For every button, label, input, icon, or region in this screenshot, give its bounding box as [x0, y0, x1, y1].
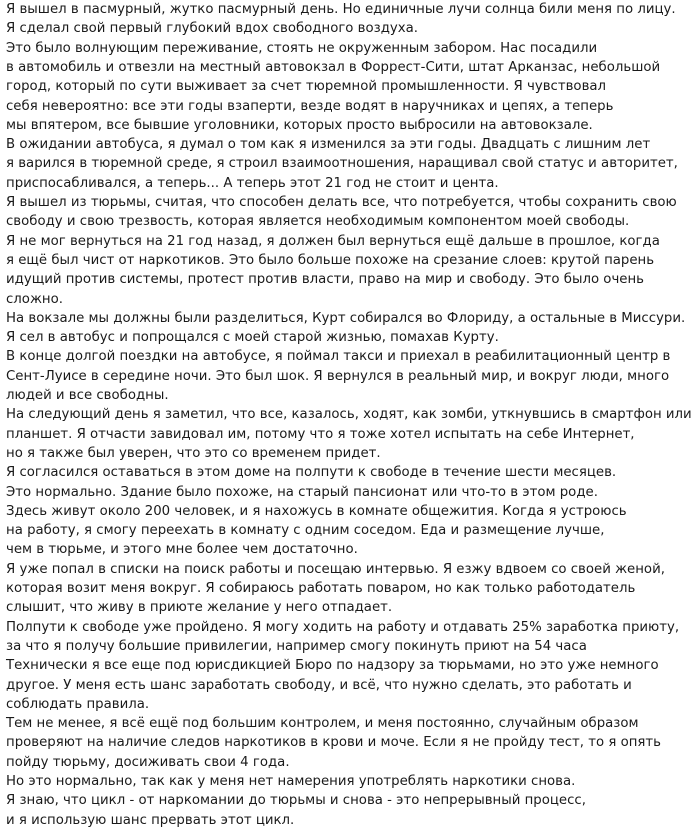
text-line: пойду тюрьму, досиживать свои 4 года. [6, 754, 290, 770]
text-line: Сент-Луисе в середине ночи. Это был шок. Я вернулся в реальный мир, и вокруг люди, много [6, 368, 670, 384]
text-line: слышит, что живу в приюте желание у него отпадает. [6, 600, 393, 616]
text-line: другое. У меня есть шанс заработать свободу, и всё, что нужно сделать, это работать и [6, 677, 632, 693]
text-line: На следующий день я заметил, что все, казалось, ходят, как зомби, уткнувшись в смартфон или [6, 407, 692, 423]
text-line: чем в тюрьме, и этого мне более чем достаточно. [6, 542, 358, 558]
text-line: проверяют на наличие следов наркотиков в крови и моче. Если я не пройду тест, то я опять [6, 735, 661, 751]
text-line: Я сделал свой первый глубокий вдох свободного воздуха. [6, 21, 419, 37]
text-line: и я использую шанс прервать этот цикл. [6, 812, 295, 828]
text-line: Но это нормально, так как у меня нет намерения употреблять наркотики снова. [6, 774, 576, 789]
text-line: свободу и свою трезвость, которая является необходимым компонентом моей свободы. [6, 214, 630, 230]
text-line: Это было волнующим переживание, стоять не окруженным забором. Нас посадили [6, 40, 598, 56]
text-line: Я не мог вернуться на 21 год назад, я должен был вернуться ещё дальше в прошлое, когда [6, 233, 660, 249]
text-line: которая возит меня вокруг. Я собираюсь работать поваром, но как только работодатель [6, 581, 636, 596]
text-line: Полпути к свободе уже пройдено. Я могу ходить на работу и отдавать 25% заработка приюту, [6, 619, 680, 635]
text-line: себя невероятно: все эти годы взаперти, везде водят в наручниках и цепях, а теперь [6, 98, 614, 114]
text-line: планшет. Я отчасти завидовал им, потому что я тоже хотел испытать на себе Интернет, [6, 426, 635, 442]
text-line: Я сел в автобус и попрощался с моей старой жизнью, помахав Курту. [6, 330, 499, 346]
text-line: за что я получу большие привилегии, например смогу покинуть приют на 54 часа [6, 638, 587, 654]
text-line: Я уже попал в списки на поиск работы и посещаю интервью. Я езжу вдвоем со своей женой, [6, 561, 665, 577]
text-line: Я знаю, что цикл - от наркомании до тюрьмы и снова - это непрерывный процесс, [6, 793, 586, 809]
text-line: Я согласился оставаться в этом доме на полпути к свободе в течение шести месяцев. [6, 465, 617, 481]
text-line: приспосабливался, а теперь... А теперь этот 21 год не стоит и цента. [6, 175, 499, 191]
text-line: в автомобиль и отвезли на местный автовокзал в Форрест-Сити, штат Арканзас, небольшой [6, 59, 661, 75]
text-line: Я вышел из тюрьмы, считая, что способен делать все, что потребуется, чтобы сохранить свою [6, 195, 677, 210]
text-line: Тем не менее, я всё ещё под большим контролем, и меня постоянно, случайным образом [6, 716, 639, 732]
text-line: людей и все свободны. [6, 388, 169, 403]
text-line: Здесь живут около 200 человек, и я нахожусь в комнате общежития. Когда я устроюсь [6, 503, 627, 519]
text-line: Технически я все еще под юрисдикцией Бюро по надзору за тюрьмами, но это уже немного [6, 658, 659, 674]
text-line: на работу, я смогу переехать в комнату с одним соседом. Еда и размещение лучше, [6, 523, 605, 539]
text-line: мы впятером, все бывшие уголовники, которых просто выбросили на автовокзале. [6, 117, 593, 133]
text-line: В ожидании автобуса, я думал о том как я изменился за эти годы. Двадцать с лишним лет [6, 137, 651, 153]
text-line: я варился в тюремной среде, я строил взаимоотношения, наращивал свой статус и авторитет, [6, 156, 678, 172]
text-line: соблюдать правила. [6, 696, 150, 712]
text-line: Я вышел в пасмурный, жутко пасмурный день. Но единичные лучи солнца били меня по лицу. [6, 2, 676, 17]
text-line: но я также был уверен, что это со временем придет. [6, 445, 381, 461]
text-line: сложно. [6, 291, 63, 307]
text-line: Это нормально. Здание было похоже, на старый пансионат или что-то в этом роде. [6, 484, 598, 500]
text-line: я ещё был чист от наркотиков. Это было больше похоже на срезание слоев: крутой парень [6, 252, 655, 268]
text-line: идущий против системы, протест против власти, право на мир и свободу. Это было очень [6, 272, 645, 288]
text-line: город, который по сути выживает за счет тюремной промышленности. Я чувствовал [6, 79, 607, 95]
text-line: В конце долгой поездки на автобусе, я поймал такси и приехал в реабилитационный центр в [6, 349, 671, 365]
text-line: На вокзале мы должны были разделиться, Курт собирался во Флориду, а остальные в Миссури. [6, 310, 686, 326]
